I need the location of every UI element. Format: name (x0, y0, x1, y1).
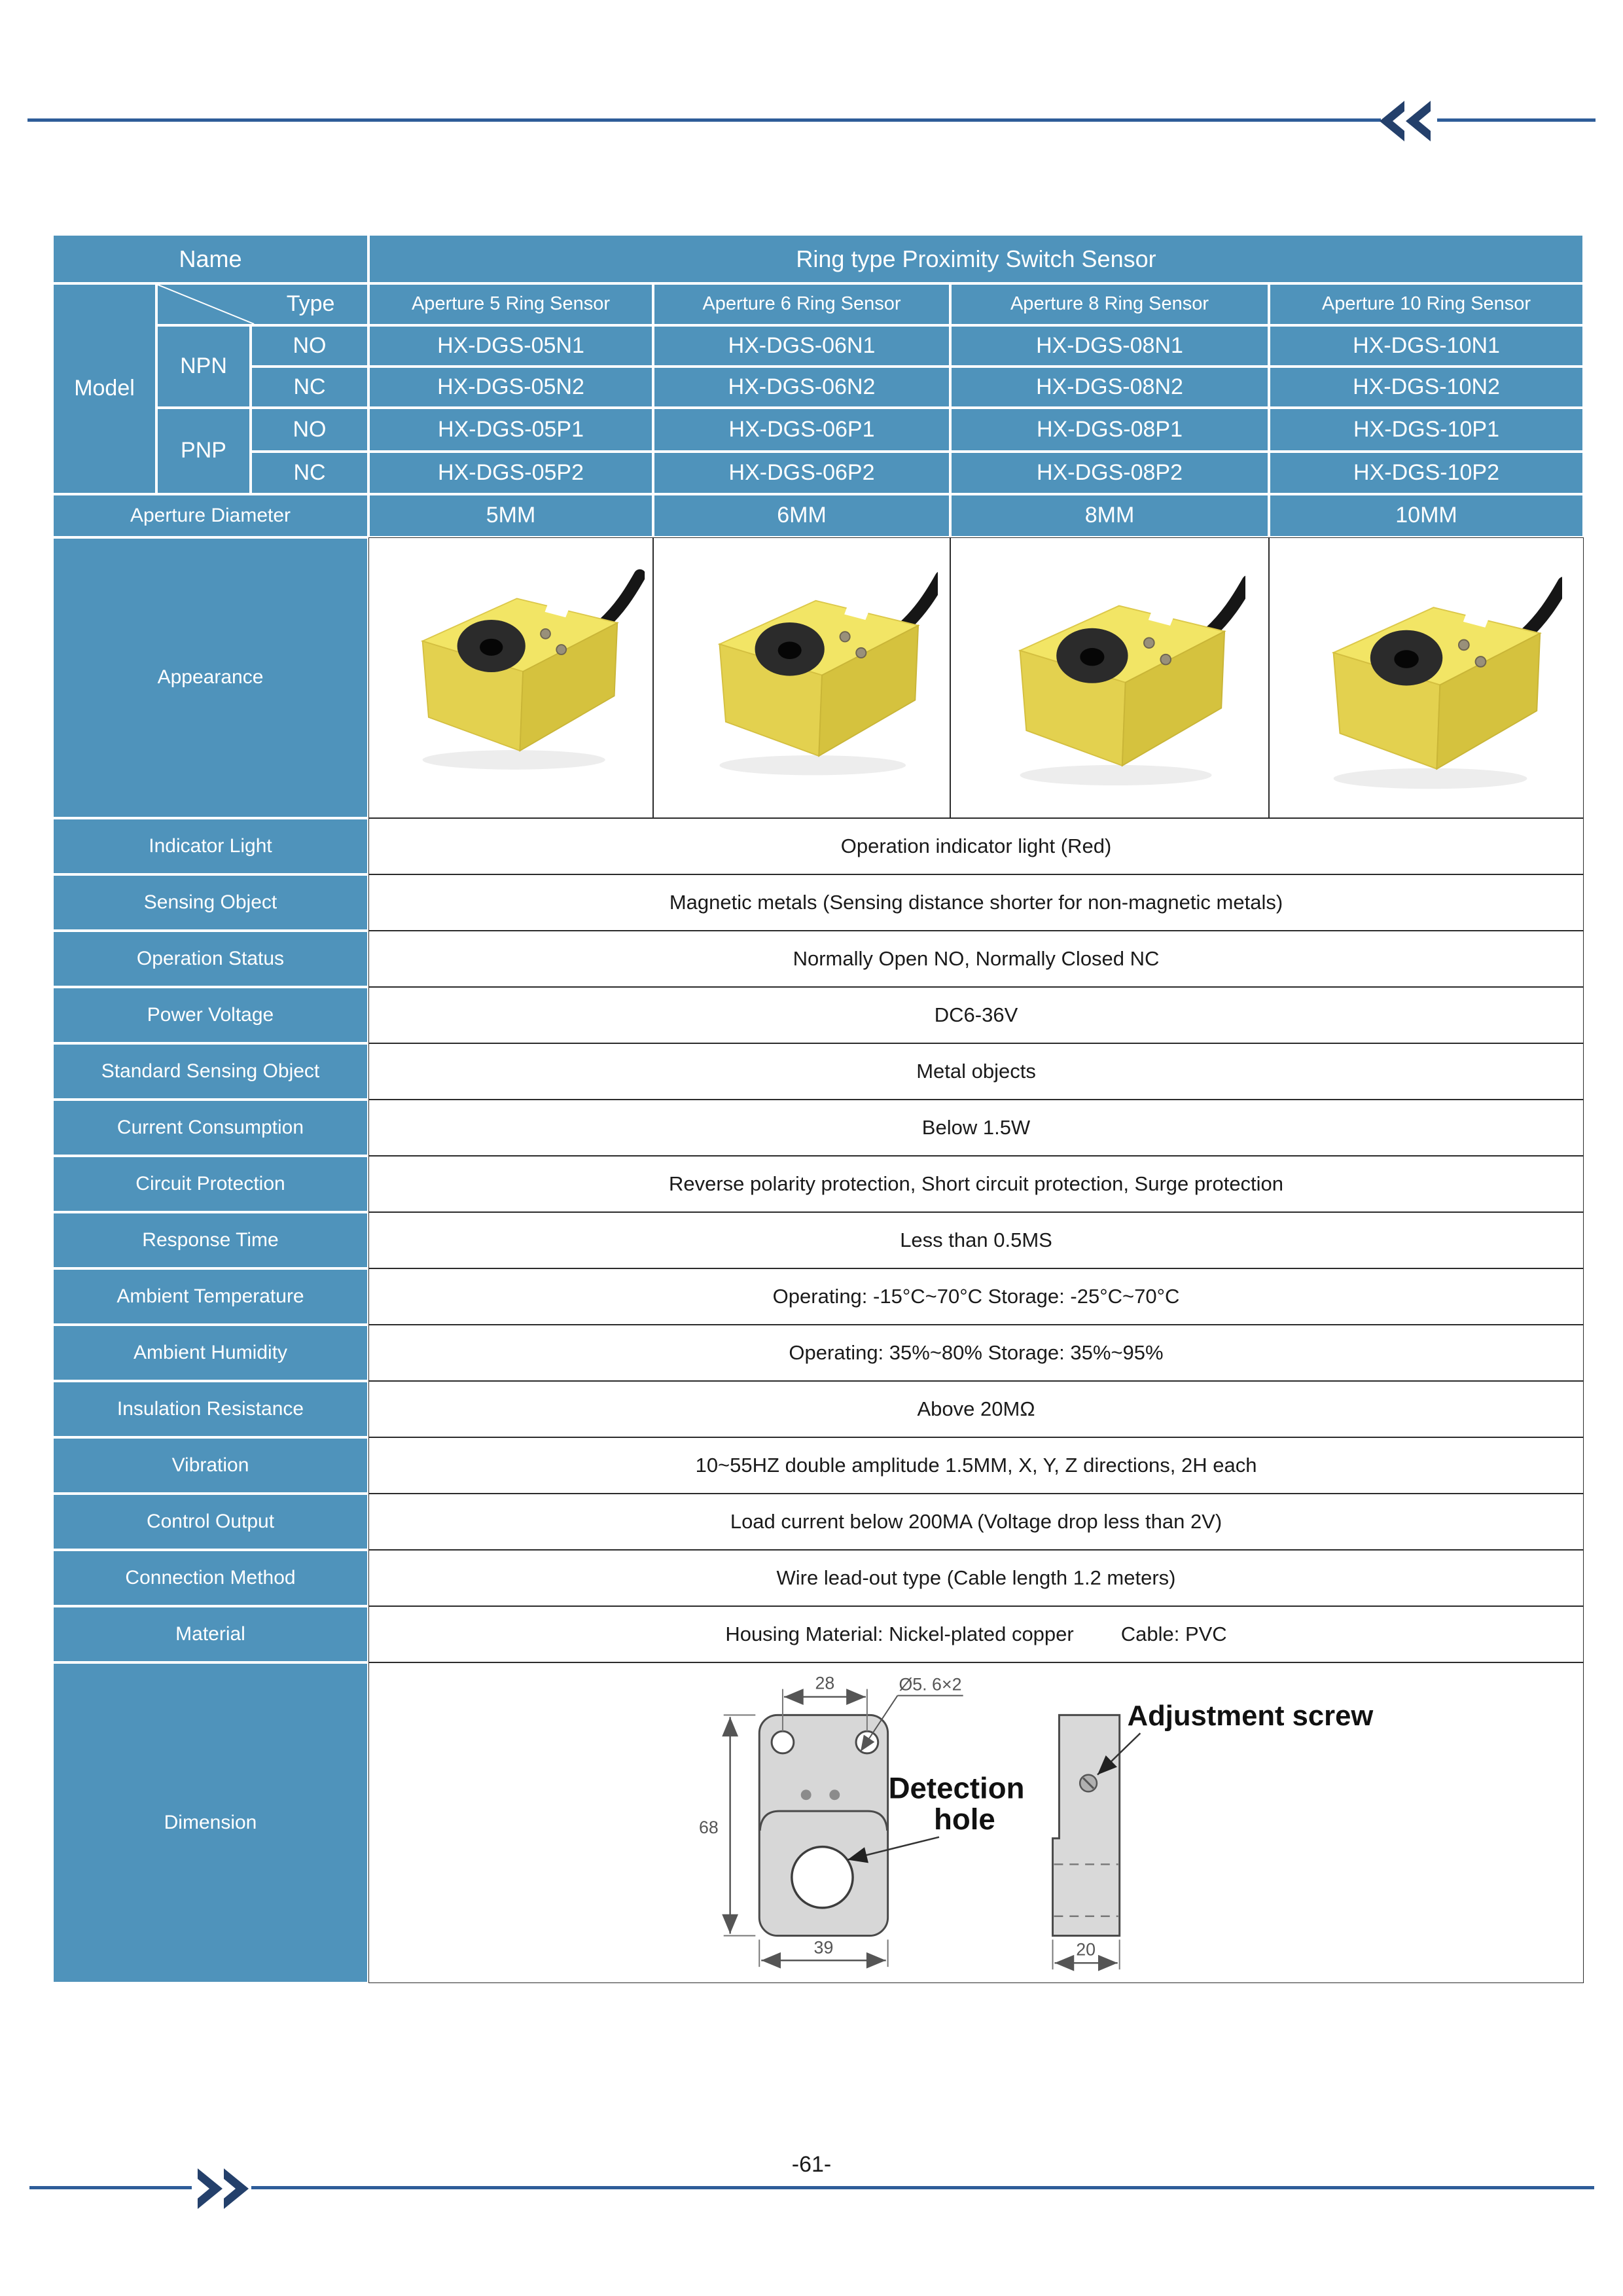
spec-value: 10~55HZ double amplitude 1.5MM, X, Y, Z directions, 2H each (368, 1437, 1584, 1494)
spec-table (52, 234, 1584, 1983)
sensor-photo (666, 550, 938, 812)
aperture-value-cell: 8MM (950, 494, 1269, 537)
name-label-cell: Name (52, 234, 368, 283)
column-header: Aperture 10 Ring Sensor (1269, 283, 1584, 325)
table-row (52, 1156, 1584, 1212)
spec-label: Vibration (52, 1437, 368, 1494)
spec-value: Operation indicator light (Red) (368, 818, 1584, 874)
spec-value: Load current below 200MA (Voltage drop less than 2V) (368, 1494, 1584, 1550)
no-label-cell: NO (251, 325, 368, 367)
spec-label: Power Voltage (52, 987, 368, 1043)
table-row (52, 1212, 1584, 1268)
table-row (52, 1550, 1584, 1606)
detection-hole-label-line2: hole (934, 1802, 995, 1836)
column-header: Aperture 8 Ring Sensor (950, 283, 1269, 325)
spec-value: Magnetic metals (Sensing distance shorter for non-magnetic metals) (368, 874, 1584, 931)
table-row (52, 818, 1584, 874)
appearance-label-cell: Appearance (52, 537, 368, 818)
column-header: Aperture 5 Ring Sensor (368, 283, 653, 325)
top-rule-left (27, 118, 1381, 122)
spec-value: Metal objects (368, 1043, 1584, 1100)
model-number-cell: HX-DGS-08P2 (950, 452, 1269, 494)
model-number-cell: HX-DGS-10P1 (1269, 408, 1584, 452)
spec-value: Below 1.5W (368, 1100, 1584, 1156)
table-row (52, 1100, 1584, 1156)
model-number-cell: HX-DGS-08P1 (950, 408, 1269, 452)
table-row (52, 537, 1584, 818)
model-number-cell: HX-DGS-08N1 (950, 325, 1269, 367)
spec-value: Operating: 35%~80% Storage: 35%~95% (368, 1325, 1584, 1381)
table-row (52, 367, 1584, 408)
table-row (52, 1268, 1584, 1325)
table-row (52, 408, 1584, 452)
double-chevron-right-icon (195, 2164, 249, 2213)
table-row (52, 931, 1584, 987)
table-row (52, 1494, 1584, 1550)
table-row (52, 325, 1584, 367)
spec-label: Control Output (52, 1494, 368, 1550)
dim-hole-note: Ø5. 6×2 (899, 1674, 962, 1695)
model-number-cell: HX-DGS-06P2 (653, 452, 950, 494)
spec-value (368, 1606, 1584, 1662)
model-number-cell: HX-DGS-05N2 (368, 367, 653, 408)
aperture-value-cell: 5MM (368, 494, 653, 537)
spec-label: Response Time (52, 1212, 368, 1268)
bottom-rule-left (29, 2186, 192, 2189)
top-rule-right (1437, 118, 1596, 122)
model-number-cell: HX-DGS-10P2 (1269, 452, 1584, 494)
model-number-cell: HX-DGS-06N2 (653, 367, 950, 408)
table-row (52, 1662, 1584, 1983)
aperture-value-cell: 10MM (1269, 494, 1584, 537)
sensor-photo (974, 550, 1245, 812)
nc-label-cell: NC (251, 452, 368, 494)
table-row (52, 494, 1584, 537)
model-number-cell: HX-DGS-10N1 (1269, 325, 1584, 367)
model-number-cell: HX-DGS-06P1 (653, 408, 950, 452)
model-label-cell: Model (52, 283, 156, 494)
spec-label: Ambient Temperature (52, 1268, 368, 1325)
spec-label: Indicator Light (52, 818, 368, 874)
spec-label: Standard Sensing Object (52, 1043, 368, 1100)
spec-value: Reverse polarity protection, Short circuit protection, Surge protection (368, 1156, 1584, 1212)
aperture-value-cell: 6MM (653, 494, 950, 537)
type-header-cell (156, 283, 368, 325)
table-row (52, 874, 1584, 931)
spec-value: Less than 0.5MS (368, 1212, 1584, 1268)
spec-label: Material (52, 1606, 368, 1662)
product-photo-cell (653, 537, 950, 818)
product-photo-cell (950, 537, 1269, 818)
spec-label: Sensing Object (52, 874, 368, 931)
nc-label-cell: NC (251, 367, 368, 408)
spec-label: Insulation Resistance (52, 1381, 368, 1437)
product-name-cell: Ring type Proximity Switch Sensor (368, 234, 1584, 283)
spec-value: Normally Open NO, Normally Closed NC (368, 931, 1584, 987)
table-row (52, 283, 1584, 325)
table-row (52, 234, 1584, 283)
detection-hole-label-line1: Detection (888, 1771, 1025, 1805)
dim-width-bottom: 39 (813, 1937, 834, 1958)
adjustment-screw-label: Adjustment screw (1127, 1700, 1374, 1732)
table-row (52, 1606, 1584, 1662)
spec-label: Current Consumption (52, 1100, 368, 1156)
spec-label: Circuit Protection (52, 1156, 368, 1212)
spec-label: Ambient Humidity (52, 1325, 368, 1381)
spec-label: Connection Method (52, 1550, 368, 1606)
bottom-rule-right (251, 2186, 1594, 2189)
dimension-drawing (373, 1663, 1579, 1977)
type-label: Type (286, 291, 335, 317)
dim-side-width: 20 (1076, 1939, 1096, 1960)
pnp-label-cell: PNP (156, 408, 251, 494)
npn-label-cell: NPN (156, 325, 251, 408)
model-number-cell: HX-DGS-06N1 (653, 325, 950, 367)
spec-label: Operation Status (52, 931, 368, 987)
product-photo-cell (368, 537, 653, 818)
table-row (52, 1043, 1584, 1100)
table-row (52, 1381, 1584, 1437)
dim-width-top: 28 (815, 1673, 835, 1693)
table-row (52, 987, 1584, 1043)
material-housing-value: Housing Material: Nickel-plated copper (725, 1623, 1074, 1646)
model-number-cell: HX-DGS-10N2 (1269, 367, 1584, 408)
material-cable-value: Cable: PVC (1120, 1623, 1227, 1646)
model-number-cell: HX-DGS-08N2 (950, 367, 1269, 408)
sensor-photo (1291, 550, 1562, 812)
aperture-diameter-label: Aperture Diameter (52, 494, 368, 537)
model-number-cell: HX-DGS-05P1 (368, 408, 653, 452)
table-row (52, 1437, 1584, 1494)
model-number-cell: HX-DGS-05P2 (368, 452, 653, 494)
no-label-cell: NO (251, 408, 368, 452)
page-number: -61- (791, 2152, 832, 2177)
spec-value: Wire lead-out type (Cable length 1.2 meters) (368, 1550, 1584, 1606)
spec-value: DC6-36V (368, 987, 1584, 1043)
dimension-drawing-cell (368, 1662, 1584, 1983)
product-photo-cell (1269, 537, 1584, 818)
column-header: Aperture 6 Ring Sensor (653, 283, 950, 325)
table-row (52, 452, 1584, 494)
dim-height: 68 (699, 1817, 719, 1837)
spec-value: Operating: -15°C~70°C Storage: -25°C~70°C (368, 1268, 1584, 1325)
double-chevron-left-icon (1380, 97, 1433, 145)
dimension-label-cell: Dimension (52, 1662, 368, 1983)
model-number-cell: HX-DGS-05N1 (368, 325, 653, 367)
table-row (52, 1325, 1584, 1381)
sensor-photo (375, 550, 647, 812)
spec-value: Above 20MΩ (368, 1381, 1584, 1437)
